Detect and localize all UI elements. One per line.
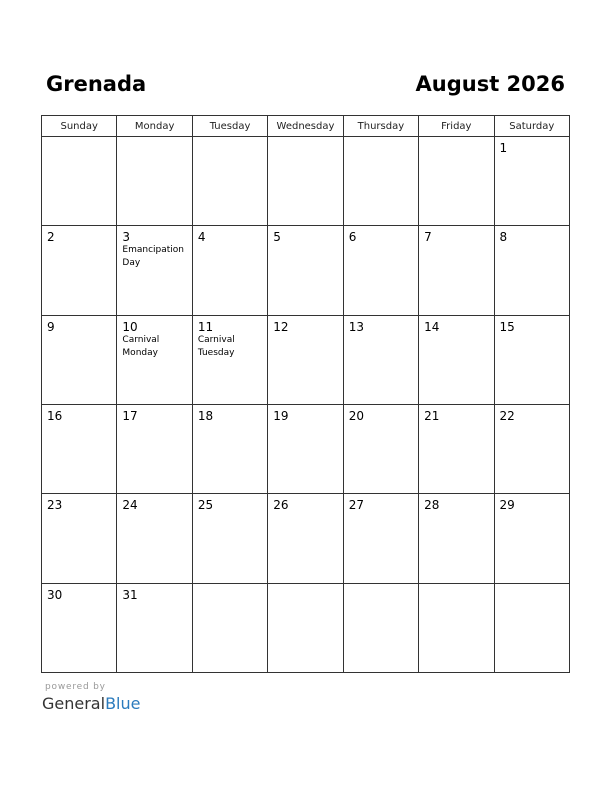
calendar-day-cell [42,404,117,493]
calendar-week-row [42,226,570,315]
day-number: 23 [47,498,63,513]
day-number: 30 [47,587,63,602]
calendar-day-cell [343,315,418,404]
day-number: 22 [499,408,515,423]
calendar-day-cell [268,404,343,493]
calendar-day-cell [117,226,192,315]
weekday-monday: Monday [117,116,192,137]
calendar-day-cell [192,226,267,315]
day-number: 28 [424,498,440,513]
calendar-day-cell [117,315,192,404]
day-number: 6 [348,230,357,245]
day-number: 4 [197,230,206,245]
calendar-week-row [42,137,570,226]
calendar-empty-cell [343,583,418,672]
weekday-header-row [42,116,570,137]
calendar-day-cell [419,404,494,493]
calendar-grid [41,115,570,673]
generalblue-logo[interactable] [42,694,140,713]
calendar-day-cell [494,494,569,583]
calendar-day-cell [117,404,192,493]
calendar-day-cell [494,404,569,493]
weekday-sunday: Sunday [42,116,117,137]
calendar-empty-cell [419,137,494,226]
powered-by-label: powered by [45,682,106,692]
calendar-day-cell [494,137,569,226]
weekday-saturday: Saturday [494,116,569,137]
day-number: 25 [197,498,214,513]
brand-blue-text: Blue [105,694,141,713]
calendar-day-cell [343,226,418,315]
calendar-day-cell [268,315,343,404]
holiday-label: Carnival Tuesday [197,334,235,358]
day-number: 29 [499,498,515,513]
calendar-empty-cell [192,583,267,672]
calendar-week-row [42,315,570,404]
day-number: 27 [348,498,364,513]
day-number: 11 [197,319,214,334]
day-number: 21 [424,408,440,423]
calendar-empty-cell [343,137,418,226]
weekday-thursday: Thursday [343,116,418,137]
day-number: 14 [424,319,440,334]
day-number: 8 [499,230,508,245]
weekday-wednesday: Wednesday [268,116,343,137]
day-number: 7 [424,230,432,245]
calendar-week-row [42,583,570,672]
calendar-empty-cell [268,583,343,672]
calendar-day-cell [419,494,494,583]
calendar-day-cell [419,226,494,315]
calendar-day-cell [419,315,494,404]
calendar-day-cell [268,226,343,315]
calendar-day-cell [117,494,192,583]
brand-general-text: General [42,694,106,713]
calendar-month-title: August 2026 [415,72,565,96]
day-number: 9 [47,319,55,334]
calendar-country-title: Grenada [46,72,147,96]
day-number: 17 [122,408,138,423]
day-number: 15 [499,319,515,334]
calendar-day-cell [42,494,117,583]
day-number: 5 [273,230,281,245]
day-number: 2 [47,230,55,245]
day-number: 10 [122,319,138,334]
calendar-empty-cell [42,137,117,226]
calendar-empty-cell [192,137,267,226]
calendar-empty-cell [494,583,569,672]
calendar-week-row [42,404,570,493]
calendar-day-cell [494,226,569,315]
day-number: 13 [348,319,364,334]
calendar-day-cell [343,494,418,583]
holiday-label: Carnival Monday [122,334,160,358]
day-number: 31 [122,587,138,602]
calendar-day-cell [42,583,117,672]
day-number: 12 [273,319,289,334]
calendar-empty-cell [117,137,192,226]
calendar-empty-cell [419,583,494,672]
calendar-empty-cell [268,137,343,226]
calendar-day-cell [117,583,192,672]
calendar-day-cell [268,494,343,583]
calendar-week-row [42,494,570,583]
weekday-friday: Friday [419,116,494,137]
day-number: 20 [348,408,364,423]
calendar-day-cell [42,315,117,404]
calendar-day-cell [192,404,267,493]
day-number: 24 [122,498,138,513]
calendar-day-cell [42,226,117,315]
day-number: 1 [499,141,508,155]
day-number: 3 [122,230,131,245]
day-number: 19 [273,408,289,423]
day-number: 26 [273,498,289,513]
calendar-day-cell [192,315,267,404]
calendar-day-cell [192,494,267,583]
holiday-label: Emancipation Day [122,245,185,269]
calendar-day-cell [343,404,418,493]
weekday-tuesday: Tuesday [192,116,267,137]
day-number: 16 [47,408,63,423]
day-number: 18 [197,408,214,423]
calendar-day-cell [494,315,569,404]
